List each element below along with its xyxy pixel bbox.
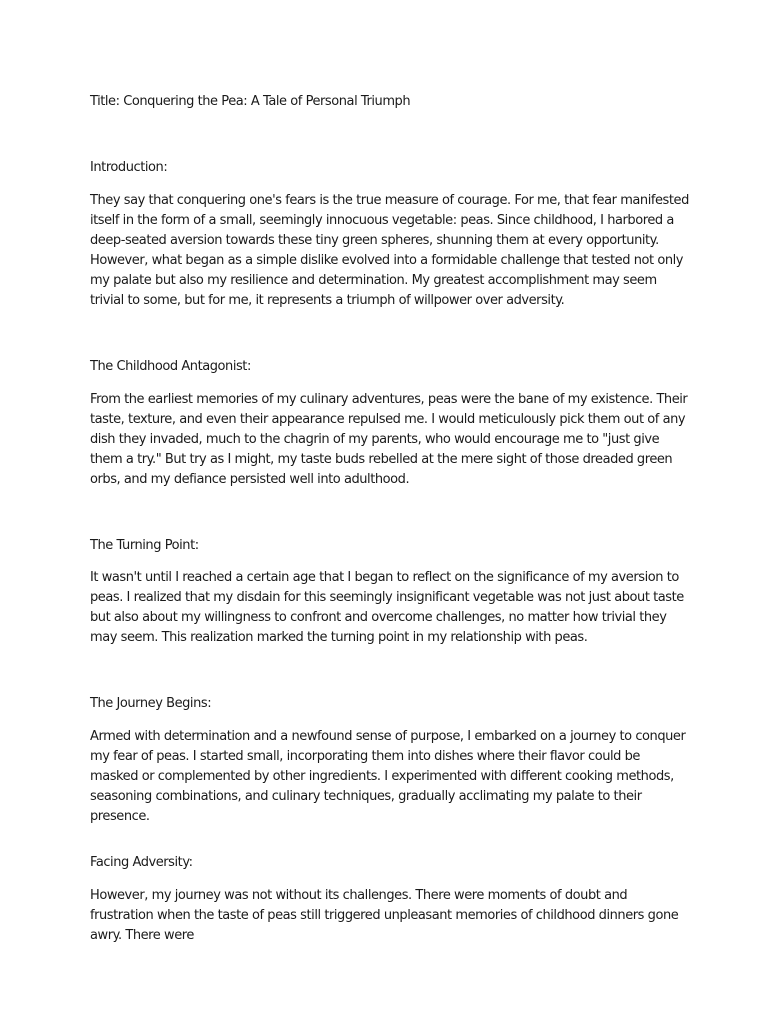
section-heading-journey-begins: The Journey Begins: — [90, 696, 212, 711]
document-title: Title: Conquering the Pea: A Tale of Personal Triumph — [90, 94, 411, 109]
section-body-journey-begins: Armed with determination and a newfound sense of purpose, I embarked on a journey to conquer my fear of peas. I started small, incorporating them into dishes where their flavor could be masked or complemented by other ingredients. I experimented with different cooking methods, seasoning combinations, and culinary techniques, gradually acclimating my palate to their presence. — [90, 729, 686, 824]
section-body-childhood-antagonist: From the earliest memories of my culinary adventures, peas were the bane of my existence. Their taste, texture, and even their appearance repulsed me. I would meticulously pick them out of any dish they invaded, much to the chagrin of my parents, who would encourage me to "just give them a try." But try as I might, my taste buds rebelled at the mere sight of those dreaded green orbs, and my defiance persisted well into adulthood. — [90, 392, 688, 487]
section-heading-turning-point: The Turning Point: — [90, 538, 199, 553]
section-heading-introduction: Introduction: — [90, 160, 168, 175]
section-heading-childhood-antagonist: The Childhood Antagonist: — [90, 359, 251, 374]
section-heading-facing-adversity: Facing Adversity: — [90, 855, 193, 870]
section-body-turning-point: It wasn't until I reached a certain age that I began to reflect on the significance of my aversion to peas. I realized that my disdain for this seemingly insignificant vegetable was not just about taste but also about my willingness to confront and overcome challenges, no matter how trivial they may seem. This realization marked the turning point in my relationship with peas. — [90, 570, 684, 645]
section-body-introduction: They say that conquering one's fears is the true measure of courage. For me, that fear manifested itself in the form of a small, seemingly innocuous vegetable: peas. Since childhood, I harbored a deep-seated aversion towards these tiny green spheres, shunning them at every opportunity. However, what began as a simple dislike evolved into a formidable challenge that tested not only my palate but also my resilience and determination. My greatest accomplishment may seem trivial to some, but for me, it represents a triumph of willpower over adversity. — [90, 193, 689, 308]
section-body-facing-adversity: However, my journey was not without its challenges. There were moments of doubt and frustration when the taste of peas still triggered unpleasant memories of childhood dinners gone awry. There were — [90, 888, 679, 943]
